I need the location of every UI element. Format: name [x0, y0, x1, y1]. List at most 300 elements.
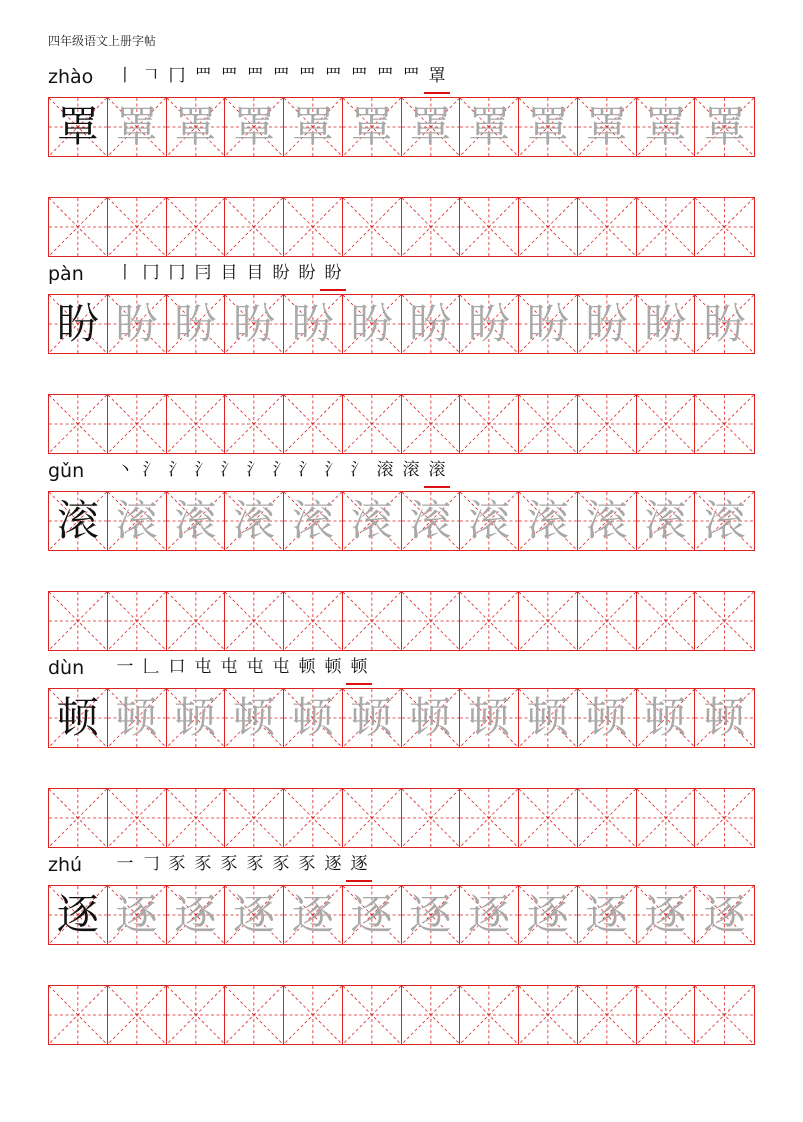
practice-cell[interactable] — [167, 198, 226, 256]
trace-cell[interactable] — [108, 886, 167, 944]
stroke-step: 丨 — [116, 263, 134, 283]
practice-cell[interactable] — [578, 789, 637, 847]
practice-cell[interactable] — [49, 789, 108, 847]
grid-guide-lines — [519, 395, 577, 453]
trace-row — [48, 885, 755, 945]
grid-guide-lines — [460, 592, 518, 650]
trace-character: 顿 — [585, 693, 628, 742]
grid-guide-lines — [578, 592, 636, 650]
trace-cell[interactable] — [695, 886, 754, 944]
grid-guide-lines — [695, 198, 754, 256]
trace-character: 盼 — [174, 299, 217, 348]
trace-cell[interactable] — [578, 689, 637, 747]
stroke-step: 罒 — [246, 66, 264, 86]
trace-cell[interactable] — [402, 492, 461, 550]
practice-cell[interactable] — [578, 395, 637, 453]
trace-character: 盼 — [526, 299, 569, 348]
practice-cell[interactable] — [167, 986, 226, 1044]
trace-character: 罩 — [468, 102, 511, 151]
stroke-step: 罒 — [194, 66, 212, 86]
stroke-step: 豕 — [298, 854, 316, 874]
trace-character: 逐 — [174, 890, 217, 939]
practice-cell[interactable] — [108, 986, 167, 1044]
stroke-step: 目 — [246, 263, 264, 283]
trace-character: 滚 — [468, 496, 511, 545]
practice-cell[interactable] — [695, 198, 754, 256]
trace-character: 逐 — [115, 890, 158, 939]
grid-guide-lines — [695, 789, 754, 847]
trace-character: 滚 — [644, 496, 687, 545]
model-cell — [49, 689, 108, 747]
trace-cell[interactable] — [284, 295, 343, 353]
trace-character: 顿 — [526, 693, 569, 742]
grid-guide-lines — [343, 198, 401, 256]
trace-character: 逐 — [291, 890, 334, 939]
trace-row — [48, 97, 755, 157]
stroke-step: 冃 — [194, 263, 212, 283]
practice-cell[interactable] — [284, 395, 343, 453]
stroke-step: 𠃍 — [142, 66, 160, 86]
trace-character: 顿 — [350, 693, 393, 742]
practice-row — [48, 394, 755, 454]
trace-cell[interactable] — [343, 689, 402, 747]
practice-cell[interactable] — [460, 198, 519, 256]
trace-cell[interactable] — [284, 689, 343, 747]
grid-guide-lines — [49, 198, 107, 256]
trace-character: 盼 — [644, 299, 687, 348]
grid-guide-lines — [402, 986, 460, 1044]
practice-cell[interactable] — [402, 592, 461, 650]
trace-character: 罩 — [174, 102, 217, 151]
practice-cell[interactable] — [637, 395, 696, 453]
trace-cell[interactable] — [343, 98, 402, 156]
practice-cell[interactable] — [695, 986, 754, 1044]
trace-character: 顿 — [703, 693, 746, 742]
stroke-step: 滚 — [376, 460, 394, 480]
trace-character: 滚 — [585, 496, 628, 545]
stroke-step: 屯 — [246, 657, 264, 677]
trace-cell[interactable] — [108, 295, 167, 353]
stroke-step: 氵 — [194, 460, 212, 480]
model-cell — [49, 98, 108, 156]
model-character: 滚 — [56, 496, 99, 545]
stroke-step: 一 — [116, 657, 134, 677]
stroke-step: 逐 — [346, 852, 372, 882]
stroke-step: 𠃌 — [142, 854, 160, 874]
practice-cell[interactable] — [167, 592, 226, 650]
trace-character: 滚 — [409, 496, 452, 545]
grid-guide-lines — [578, 789, 636, 847]
trace-cell[interactable] — [519, 689, 578, 747]
trace-cell[interactable] — [167, 886, 226, 944]
trace-cell[interactable] — [637, 886, 696, 944]
pinyin-line — [48, 261, 755, 291]
practice-cell[interactable] — [578, 592, 637, 650]
trace-cell[interactable] — [284, 886, 343, 944]
trace-character: 盼 — [468, 299, 511, 348]
grid-guide-lines — [108, 789, 166, 847]
pinyin-label: dùn — [48, 657, 85, 679]
model-cell — [49, 295, 108, 353]
practice-cell[interactable] — [343, 789, 402, 847]
trace-cell[interactable] — [225, 886, 284, 944]
trace-cell[interactable] — [460, 295, 519, 353]
practice-cell[interactable] — [284, 198, 343, 256]
trace-character: 盼 — [233, 299, 276, 348]
trace-character: 顿 — [644, 693, 687, 742]
trace-character: 罩 — [526, 102, 569, 151]
trace-cell[interactable] — [343, 886, 402, 944]
trace-character: 盼 — [703, 299, 746, 348]
trace-cell[interactable] — [460, 492, 519, 550]
practice-cell[interactable] — [284, 789, 343, 847]
stroke-step: 氵 — [246, 460, 264, 480]
practice-cell[interactable] — [49, 395, 108, 453]
stroke-step: 氵 — [220, 460, 238, 480]
model-cell — [49, 492, 108, 550]
trace-character: 逐 — [703, 890, 746, 939]
grid-guide-lines — [519, 198, 577, 256]
trace-character: 罩 — [115, 102, 158, 151]
grid-guide-lines — [343, 395, 401, 453]
stroke-step: 冂 — [142, 263, 160, 283]
trace-character: 顿 — [174, 693, 217, 742]
practice-cell[interactable] — [225, 198, 284, 256]
practice-cell[interactable] — [519, 789, 578, 847]
practice-cell[interactable] — [578, 198, 637, 256]
stroke-step: 罒 — [402, 66, 420, 86]
pinyin-label: gǔn — [48, 460, 85, 482]
practice-cell[interactable] — [402, 986, 461, 1044]
trace-cell[interactable] — [108, 98, 167, 156]
grid-guide-lines — [460, 395, 518, 453]
trace-cell[interactable] — [519, 886, 578, 944]
model-character: 盼 — [56, 299, 99, 348]
trace-character: 滚 — [174, 496, 217, 545]
stroke-step: 屯 — [194, 657, 212, 677]
practice-cell[interactable] — [637, 592, 696, 650]
trace-cell[interactable] — [637, 295, 696, 353]
stroke-step: 滚 — [424, 458, 450, 488]
trace-character: 滚 — [350, 496, 393, 545]
pinyin-label: pàn — [48, 263, 84, 285]
trace-character: 逐 — [468, 890, 511, 939]
trace-cell[interactable] — [167, 98, 226, 156]
stroke-step: 口 — [168, 657, 186, 677]
grid-guide-lines — [695, 592, 754, 650]
trace-character: 盼 — [409, 299, 452, 348]
trace-character: 逐 — [409, 890, 452, 939]
trace-character: 顿 — [468, 693, 511, 742]
stroke-step: 冂 — [168, 263, 186, 283]
trace-cell[interactable] — [695, 689, 754, 747]
trace-cell[interactable] — [695, 295, 754, 353]
practice-cell[interactable] — [519, 592, 578, 650]
trace-cell[interactable] — [343, 492, 402, 550]
trace-cell[interactable] — [108, 492, 167, 550]
trace-character: 盼 — [350, 299, 393, 348]
stroke-step: 目 — [220, 263, 238, 283]
trace-cell[interactable] — [402, 98, 461, 156]
trace-cell[interactable] — [167, 295, 226, 353]
trace-cell[interactable] — [225, 492, 284, 550]
trace-cell[interactable] — [637, 98, 696, 156]
stroke-step: 豕 — [220, 854, 238, 874]
practice-cell[interactable] — [225, 592, 284, 650]
pinyin-line — [48, 852, 755, 882]
trace-character: 滚 — [703, 496, 746, 545]
trace-character: 罩 — [350, 102, 393, 151]
practice-cell[interactable] — [695, 395, 754, 453]
grid-guide-lines — [578, 395, 636, 453]
trace-cell[interactable] — [695, 98, 754, 156]
stroke-step: 盼 — [320, 261, 346, 291]
grid-guide-lines — [402, 198, 460, 256]
practice-cell[interactable] — [402, 789, 461, 847]
grid-guide-lines — [460, 789, 518, 847]
practice-cell[interactable] — [637, 789, 696, 847]
trace-cell[interactable] — [284, 492, 343, 550]
stroke-step: 氵 — [168, 460, 186, 480]
practice-row — [48, 197, 755, 257]
trace-character: 罩 — [703, 102, 746, 151]
trace-row — [48, 491, 755, 551]
practice-cell[interactable] — [49, 592, 108, 650]
practice-cell[interactable] — [343, 592, 402, 650]
practice-cell[interactable] — [460, 395, 519, 453]
practice-cell[interactable] — [460, 789, 519, 847]
stroke-step: 罒 — [350, 66, 368, 86]
practice-cell[interactable] — [225, 395, 284, 453]
trace-cell[interactable] — [695, 492, 754, 550]
stroke-step: 氵 — [324, 460, 342, 480]
stroke-step: 屯 — [220, 657, 238, 677]
grid-guide-lines — [49, 592, 107, 650]
practice-cell[interactable] — [108, 198, 167, 256]
trace-cell[interactable] — [578, 295, 637, 353]
stroke-step: 𠃊 — [142, 657, 160, 677]
pinyin-line — [48, 655, 755, 685]
grid-guide-lines — [49, 789, 107, 847]
grid-guide-lines — [460, 198, 518, 256]
practice-cell[interactable] — [637, 986, 696, 1044]
grid-guide-lines — [343, 986, 401, 1044]
grid-guide-lines — [225, 986, 283, 1044]
pinyin-label: zhào — [48, 66, 94, 88]
trace-character: 逐 — [526, 890, 569, 939]
practice-cell[interactable] — [519, 198, 578, 256]
grid-guide-lines — [402, 789, 460, 847]
trace-cell[interactable] — [167, 689, 226, 747]
grid-guide-lines — [637, 789, 695, 847]
stroke-step: 罒 — [324, 66, 342, 86]
trace-cell[interactable] — [108, 689, 167, 747]
grid-guide-lines — [695, 395, 754, 453]
trace-cell[interactable] — [460, 98, 519, 156]
trace-cell[interactable] — [519, 98, 578, 156]
stroke-step: 罒 — [376, 66, 394, 86]
grid-guide-lines — [519, 789, 577, 847]
practice-cell[interactable] — [284, 986, 343, 1044]
pinyin-line — [48, 64, 755, 94]
grid-guide-lines — [108, 198, 166, 256]
grid-guide-lines — [225, 789, 283, 847]
trace-character: 滚 — [526, 496, 569, 545]
trace-character: 罩 — [644, 102, 687, 151]
stroke-step: 豕 — [272, 854, 290, 874]
trace-cell[interactable] — [225, 295, 284, 353]
practice-cell[interactable] — [167, 789, 226, 847]
stroke-step: 丨 — [116, 66, 134, 86]
practice-cell[interactable] — [49, 986, 108, 1044]
practice-cell[interactable] — [284, 592, 343, 650]
trace-cell[interactable] — [519, 295, 578, 353]
stroke-step: 顿 — [324, 657, 342, 677]
trace-character: 顿 — [115, 693, 158, 742]
practice-cell[interactable] — [519, 395, 578, 453]
trace-cell[interactable] — [402, 689, 461, 747]
trace-cell[interactable] — [637, 492, 696, 550]
grid-guide-lines — [637, 395, 695, 453]
trace-character: 罩 — [585, 102, 628, 151]
practice-row — [48, 591, 755, 651]
trace-character: 滚 — [291, 496, 334, 545]
stroke-step: 滚 — [402, 460, 420, 480]
practice-cell[interactable] — [695, 592, 754, 650]
stroke-step: 逐 — [324, 854, 342, 874]
grid-guide-lines — [402, 395, 460, 453]
stroke-step: 一 — [116, 854, 134, 874]
trace-cell[interactable] — [343, 295, 402, 353]
pinyin-label: zhú — [48, 854, 83, 876]
grid-guide-lines — [578, 986, 636, 1044]
stroke-order-sequence — [112, 64, 450, 94]
practice-cell[interactable] — [343, 395, 402, 453]
grid-guide-lines — [519, 592, 577, 650]
trace-character: 顿 — [291, 693, 334, 742]
practice-row — [48, 788, 755, 848]
practice-cell[interactable] — [519, 986, 578, 1044]
grid-guide-lines — [49, 395, 107, 453]
stroke-order-sequence — [112, 852, 372, 882]
trace-cell[interactable] — [167, 492, 226, 550]
trace-cell[interactable] — [637, 689, 696, 747]
document-title: 四年级语文上册字帖 — [48, 34, 157, 48]
grid-guide-lines — [695, 986, 754, 1044]
trace-cell[interactable] — [519, 492, 578, 550]
trace-character: 滚 — [115, 496, 158, 545]
stroke-step: 盼 — [272, 263, 290, 283]
stroke-step: 屯 — [272, 657, 290, 677]
practice-cell[interactable] — [402, 395, 461, 453]
grid-guide-lines — [167, 198, 225, 256]
practice-cell[interactable] — [695, 789, 754, 847]
grid-guide-lines — [637, 592, 695, 650]
grid-guide-lines — [637, 198, 695, 256]
practice-cell[interactable] — [343, 986, 402, 1044]
trace-character: 盼 — [291, 299, 334, 348]
grid-guide-lines — [343, 592, 401, 650]
grid-guide-lines — [343, 789, 401, 847]
stroke-step: 豕 — [194, 854, 212, 874]
practice-cell[interactable] — [167, 395, 226, 453]
pinyin-line — [48, 458, 755, 488]
grid-guide-lines — [49, 986, 107, 1044]
practice-cell[interactable] — [402, 198, 461, 256]
trace-cell[interactable] — [578, 98, 637, 156]
practice-cell[interactable] — [225, 986, 284, 1044]
trace-character: 罩 — [291, 102, 334, 151]
practice-cell[interactable] — [460, 986, 519, 1044]
grid-guide-lines — [402, 592, 460, 650]
grid-guide-lines — [225, 198, 283, 256]
trace-character: 顿 — [409, 693, 452, 742]
practice-cell[interactable] — [225, 789, 284, 847]
trace-cell[interactable] — [578, 492, 637, 550]
model-cell — [49, 886, 108, 944]
trace-cell[interactable] — [460, 689, 519, 747]
stroke-step: 豕 — [246, 854, 264, 874]
grid-guide-lines — [578, 198, 636, 256]
trace-cell[interactable] — [402, 295, 461, 353]
trace-character: 逐 — [644, 890, 687, 939]
trace-cell[interactable] — [225, 98, 284, 156]
trace-cell[interactable] — [284, 98, 343, 156]
grid-guide-lines — [284, 198, 342, 256]
grid-guide-lines — [167, 789, 225, 847]
stroke-step: 豕 — [168, 854, 186, 874]
practice-cell[interactable] — [108, 789, 167, 847]
trace-row — [48, 294, 755, 354]
grid-guide-lines — [225, 592, 283, 650]
stroke-step: 氵 — [142, 460, 160, 480]
grid-guide-lines — [167, 592, 225, 650]
stroke-step: 冂 — [168, 66, 186, 86]
stroke-order-sequence — [112, 458, 450, 488]
stroke-step: 盼 — [298, 263, 316, 283]
trace-cell[interactable] — [578, 886, 637, 944]
practice-cell[interactable] — [108, 395, 167, 453]
trace-cell[interactable] — [225, 689, 284, 747]
stroke-step: 顿 — [346, 655, 372, 685]
stroke-order-sequence — [112, 655, 372, 685]
grid-guide-lines — [460, 986, 518, 1044]
model-character: 罩 — [56, 102, 99, 151]
grid-guide-lines — [225, 395, 283, 453]
model-character: 逐 — [56, 890, 99, 939]
trace-cell[interactable] — [460, 886, 519, 944]
practice-cell[interactable] — [343, 198, 402, 256]
trace-character: 罩 — [233, 102, 276, 151]
trace-character: 逐 — [585, 890, 628, 939]
trace-row — [48, 688, 755, 748]
model-character: 顿 — [56, 693, 99, 742]
practice-cell[interactable] — [108, 592, 167, 650]
grid-guide-lines — [284, 592, 342, 650]
stroke-step: 丶 — [116, 460, 134, 480]
practice-cell[interactable] — [49, 198, 108, 256]
grid-guide-lines — [637, 986, 695, 1044]
trace-cell[interactable] — [402, 886, 461, 944]
practice-cell[interactable] — [578, 986, 637, 1044]
practice-cell[interactable] — [460, 592, 519, 650]
trace-character: 顿 — [233, 693, 276, 742]
stroke-step: 罒 — [220, 66, 238, 86]
practice-cell[interactable] — [637, 198, 696, 256]
stroke-step: 氵 — [298, 460, 316, 480]
stroke-step: 氵 — [272, 460, 290, 480]
trace-character: 逐 — [233, 890, 276, 939]
